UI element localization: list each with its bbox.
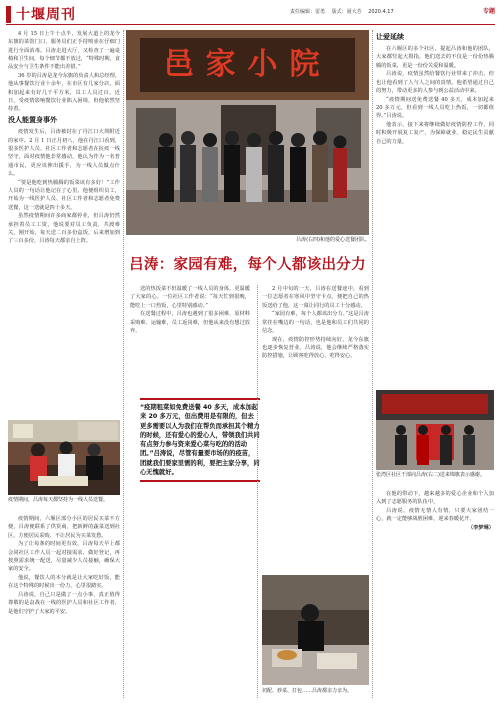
photo-banner-award [376,390,494,470]
photo-caption: 疫情期间，吕涛每天都坚持为一线人员送餐。 [8,497,109,503]
column-divider [257,285,258,698]
masthead [6,4,76,24]
body-paragraph: “要是他吃到热腾腾的饭菜该有多好！”工作人员的一句话让他记在了心里。他便组织员工，开始为一线医护人员、社区工作者和志愿者免费送餐，这一送就是四十多天。 [8,179,120,211]
column-divider [372,30,373,698]
body-paragraph: 在他的带动下，越来越多的爱心企业和个人加入到了志愿服务的队伍中。 [376,491,494,506]
author-byline: （李梦琳） [468,525,494,532]
body-paragraph: 他表示，接下来将继续做好疫情防控工作，同时积极开展复工复产，为保障就业、稳定民生贡献自己的力量。 [376,122,494,145]
body-paragraph: 36 岁的吕涛是龙今东旗的负责人和总经理。他从事餐饮行业十余年，在市区有几家分店，面积加起来有好几千平方米，员工人员过百。近日，受疫情影响餐饮行业陷入困境，但他依然坚持着。 [8,72,120,113]
masthead-title: 十堰周刊 [16,7,76,23]
masthead-bar [6,6,11,23]
body-paragraph: 吕涛说，自己只是做了一点小事，真正值得尊敬的是奋战在一线的医护人员和社区工作者，是他们守护了大家的平安。 [8,592,120,615]
subheading: 让爱延续 [376,33,404,41]
body-paragraph: 吕涛说，疫情无情人有情，只要大家团结一心，就一定能够战胜困难，迎来春暖花开。 [376,508,494,523]
page-meta [290,8,399,15]
body-paragraph: 疫情发生后，吕涛被封在了丹江口大坝附近的家中。2 月 1 日正月初八，他在丹江口看到，很多医护人员、社区工作者和志愿者在抗疫一线坚守，面对疫情他非常感动，他认为作为一名普通市民，更应该伸出援手，为一线人员做点什么。 [8,129,120,177]
pull-quote-rule-bottom [140,480,260,482]
body-paragraph: 在六堰区的多个社区，提起吕涛和他的团队，大家都竖起大拇指。他们送去的不仅是一份份热腾腾的饭菜，更是一份份关爱和温暖。 [376,46,494,69]
pull-quote-rule-top [140,398,260,400]
subheading: 没人能置身事外 [8,116,57,125]
body-paragraph: “疫情期间送免费送餐 40 多天，成本加起来 20 多万元，但看到一线人员吃上热饭，一切都值得。”吕涛说。 [376,96,494,120]
article-column-3 [262,285,369,570]
editor-credit: 责任编辑：雷勇 [290,9,326,15]
body-paragraph: “家园有难，每个人都该出分力。”这是吕涛常挂在嘴边的一句话，也是他和员工们共同的信念。 [262,311,369,334]
article-column-1-lower [8,515,120,700]
body-paragraph: 2 月中旬的一天，吕涛在送餐途中，看到一位志愿者在寒风中坚守卡点，便把自己的热饭送给了他，这一幕让同行的员工十分感动。 [262,286,369,309]
body-paragraph: 虽然疫情期间许多商家都停业，但吕涛仍然承担着员工工资，他说要对员工负责，共渡难关。刚开始，每天送二百多份盒饭，后来增加到了三百多份，吕涛每天都亲自上阵。 [8,213,120,245]
pull-quote-text: “疫期租菜如免费送餐 40 多天，成本加起来 20 多万元，但出费用是有限的，但去更多需要以人为我们在帮负而承担其个精力的时候，还有爱心的爱心人，带领我们共同有点努力参与资来爱心菜与吃的的活动团。”吕涛说，尽管有量要市场的的疫苗，团就我们要家里需的利，要把主家分享，同心无愧就好。 [140,404,260,477]
article-headline: 吕涛：家园有难，每个人都该出分力 [129,256,366,273]
photo-main-team [126,30,369,235]
article-column-4 [376,30,494,380]
body-paragraph: 4 月 15 日上午十点半，发展大道上的龙今东旗的菜馆门口，服务员们正手持喷壶在仔细门进行全面消毒。吕涛走进大厅，又检查了一遍桌椅和卫生间，每个细节都不放过，“特殊时期，食品安全与卫生条件不能出差错。” [8,31,120,71]
restaurant-sign: 邑家小院 [163,47,332,82]
photo-delivery [8,420,120,495]
column-divider [123,30,124,698]
body-paragraph: 在送餐过程中，吕涛也遇到了很多困难，原材料采购难、运输难，员工返岗难，但他从来没有想过放弃。 [130,311,250,334]
article-column-1 [8,30,120,416]
section-badge: 专题 [482,8,495,15]
body-paragraph: 吕涛说，疫情虽然给餐饮行业带来了冲击，但也让他看到了人与人之间的真情。他希望通过自己的努力，带动更多的人参与到公益活动中来。 [376,71,494,94]
article-column-4-lower [376,490,494,690]
header-rule [6,24,495,25]
article-column-2 [130,285,250,390]
body-paragraph: 他说，餐饮人的本分就是让大家吃好饭，能在这个特殊的时候出一份力，心里很踏实。 [8,575,120,590]
photo-caption: 切配、炒菜、打包……吕涛都亲力亲为。 [262,688,353,694]
designer-credit: 版式：聂大芳 [331,9,362,15]
issue-date: 2020.4.17 [368,9,394,15]
photo-caption: 张湾区社区干部向吕涛(右二)送来锦旗表示感谢。 [376,472,485,478]
body-paragraph: 现在，疫情防控形势持续向好，龙今东旗也逐步恢复营业。吕涛说，他会继续严格落实防控措施，让顾客吃得放心、吃得安心。 [262,336,369,360]
pull-quote [140,395,260,485]
body-paragraph: 疫情期间，六堰区部分小区的居民买菜不方便，吕涛便联系了供货商，把新鲜的蔬菜送到社区，方便居民采购，不让居民为买菜发愁。 [8,516,120,539]
main-photo-caption: 吕涛(右四)和他的爱心送餐团队。 [296,237,370,243]
page-header [0,0,501,24]
photo-kitchen [262,575,369,685]
body-paragraph: 为了让每条的时间更有效，吕涛每天早上都会同社区工作人员一起对接需求，做好登记，再按照需求统一配送，尽量减少人员接触，确保大家的安全。 [8,541,120,573]
body-paragraph: 送的热饭菜不但温暖了一线人员的身体，更温暖了大家的心。一位社区工作者说：“每天忙到很晚，能吃上一口热饭，心里特别感动。” [130,286,250,309]
